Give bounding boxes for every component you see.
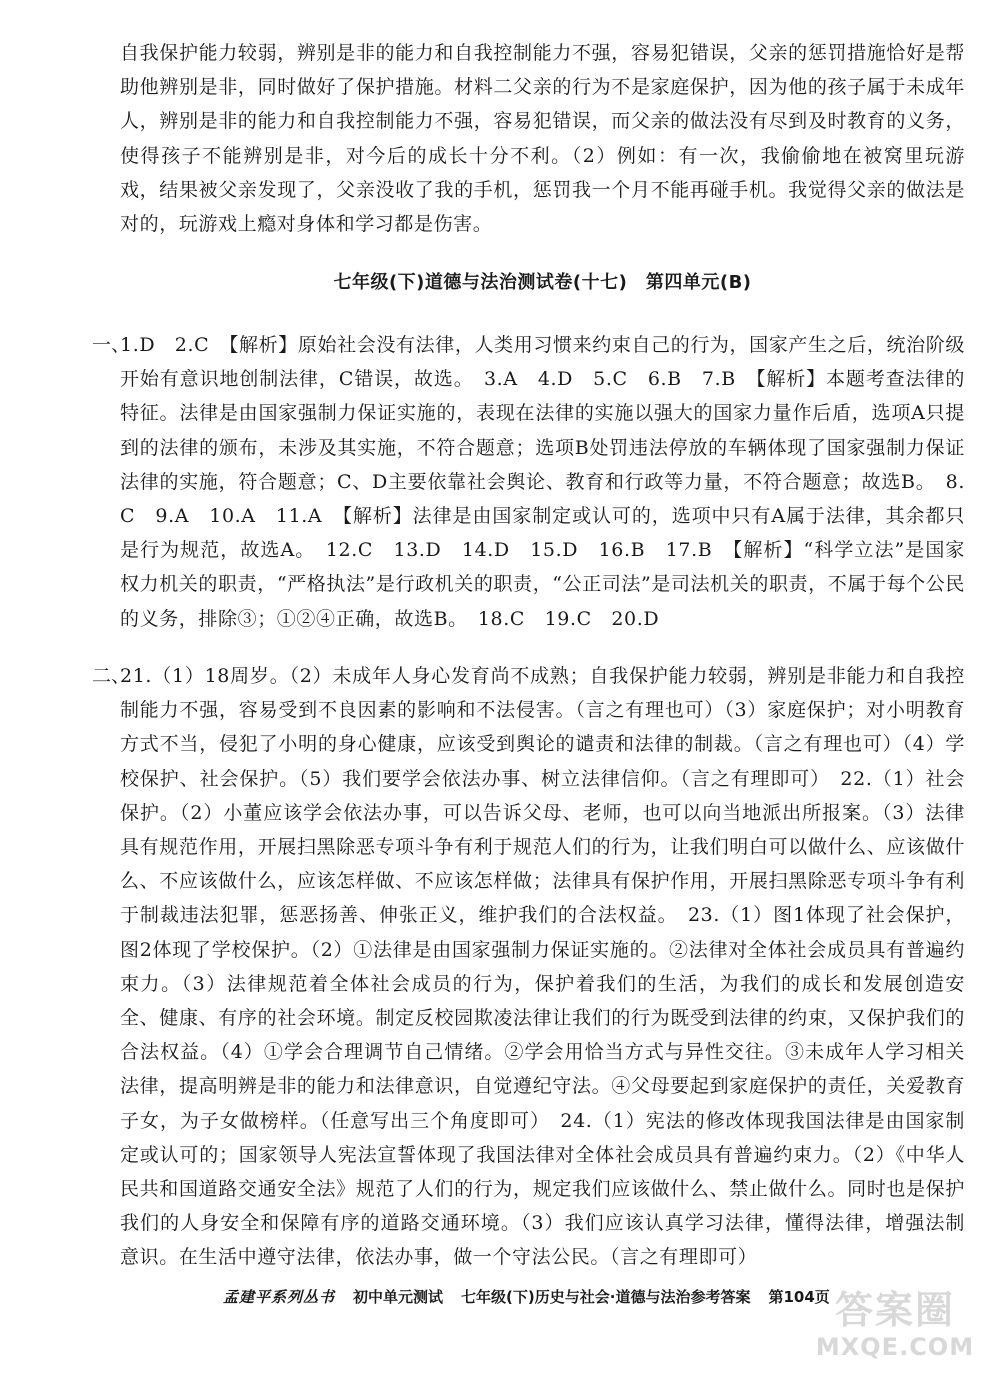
section-title: 七年级(下)道德与法治测试卷(十七) 第四单元(B): [333, 272, 752, 293]
part-two-essay-answers: [92, 659, 965, 1275]
footer-page-number: 第104页: [768, 1287, 830, 1306]
part-one-marker: 一、: [92, 334, 131, 356]
part-two-text: 21.（1）18周岁。（2）未成年人身心发育尚不成熟；自我保护能力较弱，辨别是非能力和自我控制能力不强，容易受到不良因素的影响和不法侵害。（言之有理也可）（3）家庭保护；对小明教育方式不当，侵犯了小明的身心健康，应该受到舆论的谴责和法律的制裁。（言之有理也可）（4）学校保护、社会保护。（5）我们要学会依法办事、树立法律信仰。（言之有理即可） 22.（1）社会保护。（2）小董应该学会依法办事，可以告诉父母、老师，也可以向当地派出所报案。（3）法律具有规范作用，开展扫黑除恶专项斗争有利于规范人们的行为，让我们明白可以做什么、应该做什么、不应该做什么，应该怎样做、不应该怎样做；法律具有保护作用，开展扫黑除恶专项斗争有利于制裁违法犯罪，惩恶扬善、伸张正义，维护我们的合法权益。 23.（1）图1体现了社会保护，图2体现了学校保护。（2）①法律是由国家强制力保证实施的。②法律对全体社会成员具有普遍约束力。（3）法律规范着全体社会成员的行为，保护着我们的生活，为我们的成长和发展创造安全、健康、有序的社会环境。制定反校园欺凌法律让我们的行为既受到法律的约束，又保护我们的合法权益。（4）①学会合理调节自己情绪。②学会用恰当方式与异性交往。③未成年人学习相关法律，提高明辨是非的能力和法律意识，自觉遵纪守法。④父母要起到家庭保护的责任，关爱教育子女，为子女做榜样。（任意写出三个角度即可） 24.（1）宪法的修改体现我国法律是由国家制定或认可的；国家领导人宪法宣誓体现了我国法律对全体社会成员具有普遍约束力。（2）《中华人民共和国道路交通安全法》规范了人们的行为，规定我们应该做什么、禁止做什么。同时也是保护我们的人身安全和保障有序的道路交通环境。（3）我们应该认真学习法律，懂得法律，增强法制意识。在生活中遵守法律，依法办事，做一个守法公民。（言之有理即可）: [120, 665, 965, 1269]
footer-series-name: 孟建平系列丛书: [223, 1287, 336, 1306]
site-watermark: [815, 1288, 975, 1376]
footer-book-name: 初中单元测试: [353, 1287, 444, 1306]
part-two-marker: 二、: [92, 665, 131, 687]
footer-subject: 七年级(下)历史与社会·道德与法治参考答案: [461, 1287, 751, 1306]
part-one-text: 1.D 2.C 【解析】原始社会没有法律，人类用习惯来约束自己的行为，国家产生之后，统治阶级开始有意识地创制法律，C错误，故选。 3.A 4.D 5.C 6.B 7.B 【解析】本题考查法律的特征。法律是由国家强制力保证实施的，表现在法律的实施以强大的国家力量作后盾，选项A只提到的法律的颁布，未涉及其实施，不符合题意；选项B处罚违法停放的车辆体现了国家强制力保证法律的实施，符合题意；C、D主要依靠社会舆论、教育和行政等力量，不符合题意；故选B。 8.C 9.A 10.A 11.A 【解析】法律是由国家制定或认可的，选项中只有A属于法律，其余都只是行为规范，故选A。 12.C 13.D 14.D 15.D 16.B 17.B 【解析】“科学立法”是国家权力机关的职责，“严格执法”是行政机关的职责，“公正司法”是司法机关的职责，不属于每个公民的义务，排除③；①②④正确，故选B。 18.C 19.C 20.D: [120, 334, 965, 630]
watermark-bottom-text: MXQE.COM: [815, 1333, 975, 1361]
watermark-top-text: 答案圈: [834, 1288, 955, 1332]
answer-continuation-paragraph: 自我保护能力较弱，辨别是非的能力和自我控制能力不强，容易犯错误，父亲的惩罚措施恰好是帮助他辨别是非，同时做好了保护措施。材料二父亲的行为不是家庭保护，因为他的孩子属于未成年人，辨别是非的能力和自我控制能力不强，容易犯错误，而父亲的做法没有尽到及时教育的义务，使得孩子不能辨别是非，对今后的成长十分不利。（2）例如：有一次，我偷偷地在被窝里玩游戏，结果被父亲发现了，父亲没收了我的手机，惩罚我一个月不能再碰手机。我觉得父亲的做法是对的，玩游戏上瘾对身体和学习都是伤害。: [120, 42, 965, 236]
page-footer: [205, 1276, 830, 1316]
part-one-choice-answers: [92, 328, 965, 636]
